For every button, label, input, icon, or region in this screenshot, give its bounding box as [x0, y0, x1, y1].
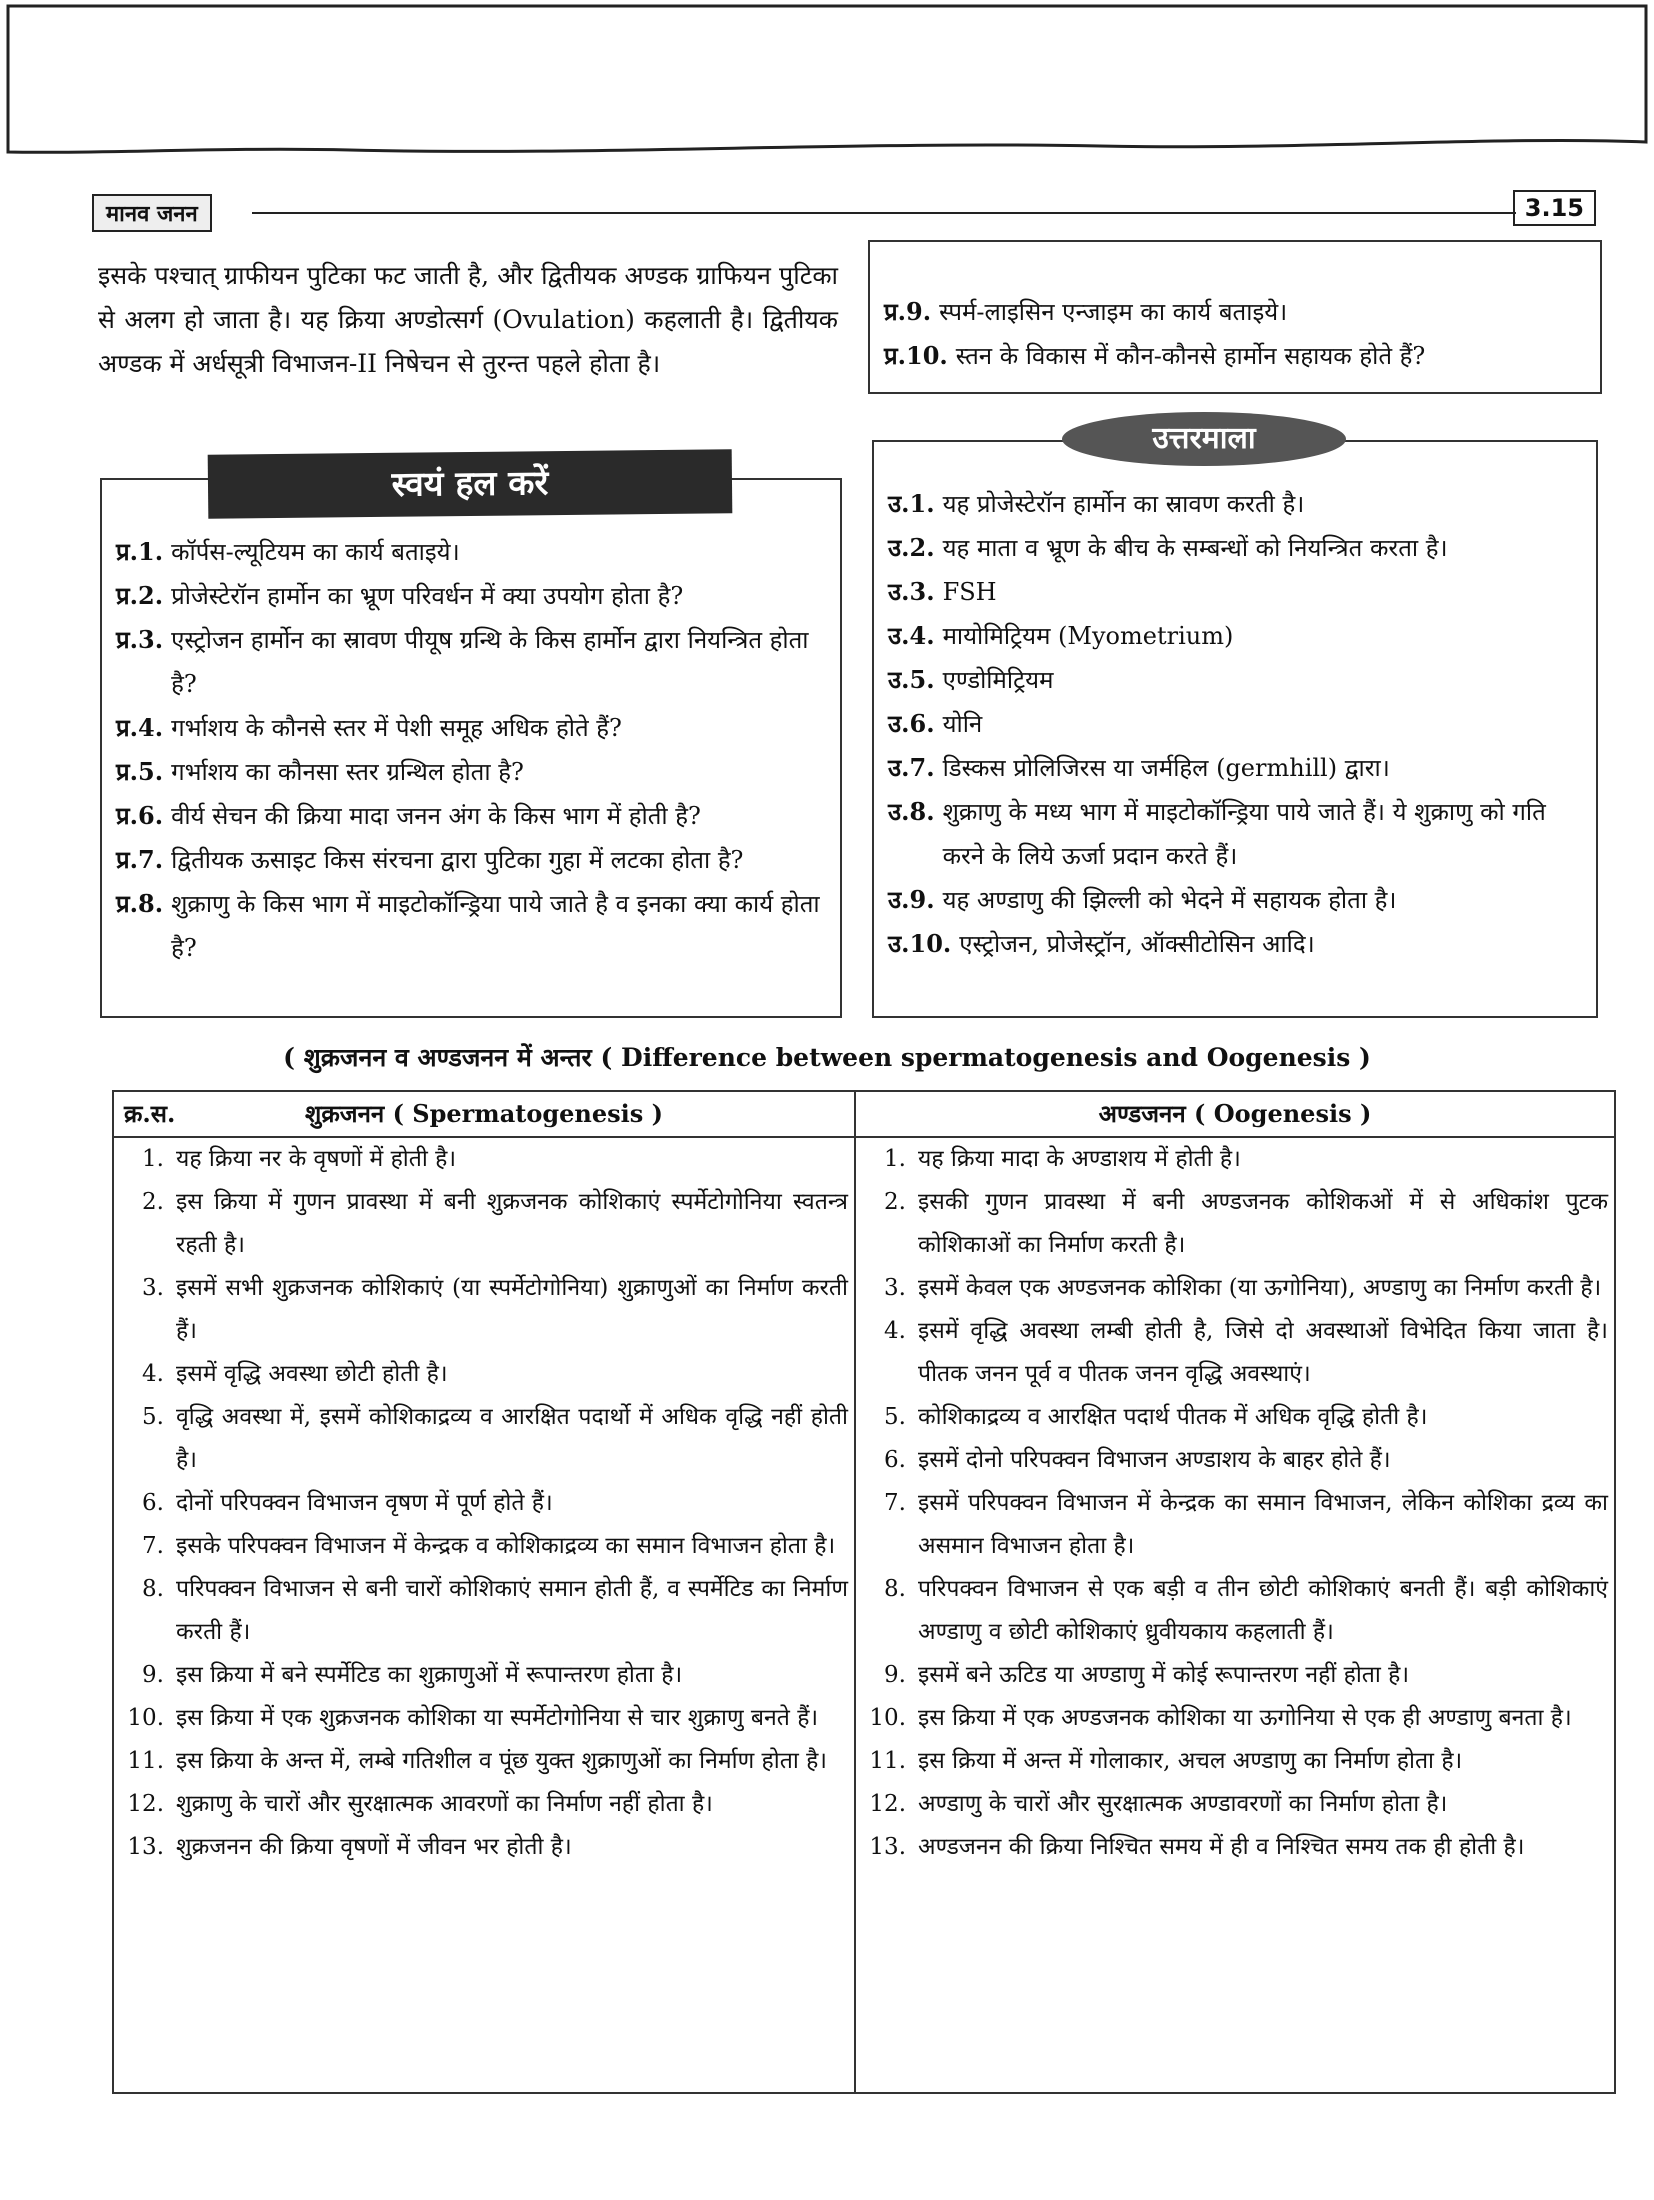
question-item-number: प्र.9.	[884, 297, 932, 326]
question-item	[884, 334, 1588, 378]
row-text: इसमें परिपक्वन विभाजन में केन्द्रक का समान विभाजन, लेकिन कोशिका द्रव्य का असमान विभाजन होता है।	[918, 1490, 1608, 1559]
spermatogenesis-rows	[114, 1138, 854, 1869]
answer-item	[888, 526, 1586, 570]
question-item-text: स्तन के विकास में कौन-कौनसे हार्मोन सहायक होते हैं?	[955, 342, 1426, 370]
answer-item	[888, 922, 1586, 966]
section-label: मानव जनन	[92, 194, 212, 232]
question-item	[884, 290, 1588, 334]
table-row	[114, 1740, 848, 1783]
table-row	[856, 1310, 1608, 1396]
row-text: इसमें बने ऊटिड या अण्डाणु में कोई रूपान्तरण नहीं होता है।	[918, 1662, 1410, 1688]
intro-paragraph: इसके पश्चात् ग्राफीयन पुटिका फट जाती है, और द्वितीयक अण्डक ग्राफियन पुटिका से अलग हो जाता है। यह क्रिया अण्डोत्सर्ग (Ovulation) कहलाती है। द्वितीयक अण्डक में अर्धसूत्री विभाजन-II निषेचन से तुरन्त पहले होता है।	[98, 261, 838, 378]
row-text: इसमें सभी शुक्रजनक कोशिकाएं (या स्पर्मेटोगोनिया) शुक्राणुओं का निर्माण करती हैं।	[176, 1275, 848, 1344]
spermatogenesis-column	[114, 1092, 856, 2092]
row-number: 4.	[142, 1361, 164, 1387]
oogenesis-rows	[856, 1138, 1614, 1869]
row-number: 3.	[884, 1275, 906, 1301]
question-item-text: स्पर्म-लाइसिन एन्जाइम का कार्य बताइये।	[939, 298, 1288, 326]
answer-item	[888, 614, 1586, 658]
row-number: 11.	[869, 1748, 906, 1774]
table-row	[856, 1138, 1608, 1181]
table-row	[856, 1740, 1608, 1783]
table-row	[856, 1482, 1608, 1568]
row-text: परिपक्वन विभाजन से बनी चारों कोशिकाएं समान होती हैं, व स्पर्मेटिड का निर्माण करती हैं।	[176, 1576, 848, 1645]
spermatogenesis-header	[114, 1092, 854, 1138]
answer-item-text: मायोमिट्रियम (Myometrium)	[942, 622, 1234, 650]
oogenesis-title: अण्डजनन ( Oogenesis )	[1098, 1099, 1372, 1128]
row-text: कोशिकाद्रव्य व आरक्षित पदार्थ पीतक में अधिक वृद्धि होती है।	[918, 1404, 1428, 1430]
question-item-text: प्रोजेस्टेरॉन हार्मोन का भ्रूण परिवर्धन में क्या उपयोग होता है?	[171, 582, 684, 610]
question-item-number: प्र.2.	[116, 581, 164, 610]
row-number: 5.	[884, 1404, 906, 1430]
row-text: इसमें वृद्धि अवस्था लम्बी होती है, जिसे दो अवस्थाओं विभेदित किया जाता है। पीतक जनन पूर्व व पीतक जनन वृद्धि अवस्थाएं।	[918, 1318, 1608, 1387]
oogenesis-header	[856, 1092, 1614, 1138]
row-number: 5.	[142, 1404, 164, 1430]
row-text: परिपक्वन विभाजन से एक बड़ी व तीन छोटी कोशिकाएं बनती हैं। बड़ी कोशिकाएं अण्डाणु व छोटी कोशिकाएं ध्रुवीयकाय कहलाती हैं।	[918, 1576, 1608, 1645]
answer-item-number: उ.4.	[888, 621, 935, 650]
question-item-number: प्र.10.	[884, 341, 948, 370]
row-text: इस क्रिया में एक अण्डजनक कोशिका या ऊगोनिया से एक ही अण्डाणु बनता है।	[918, 1705, 1572, 1731]
answer-item-number: उ.2.	[888, 533, 935, 562]
answer-item	[888, 790, 1586, 878]
answer-item	[888, 482, 1586, 526]
table-row	[856, 1783, 1608, 1826]
row-number: 2.	[884, 1189, 906, 1215]
row-text: इस क्रिया में गुणन प्रावस्था में बनी शुक्रजनक कोशिकाएं स्पर्मेटोगोनिया स्वतन्त्र रहती है।	[176, 1189, 848, 1258]
table-row	[114, 1353, 848, 1396]
answer-item	[888, 702, 1586, 746]
table-row	[856, 1396, 1608, 1439]
row-text: इसके परिपक्वन विभाजन में केन्द्रक व कोशिकाद्रव्य का समान विभाजन होता है।	[176, 1533, 836, 1559]
question-item-number: प्र.4.	[116, 713, 164, 742]
difference-title: ( शुक्रजनन व अण्डजनन में अन्तर ( Difference between spermatogenesis and Oogenesis )	[283, 1043, 1371, 1072]
table-row	[856, 1267, 1608, 1310]
row-text: वृद्धि अवस्था में, इसमें कोशिकाद्रव्य व आरक्षित पदार्थो में अधिक वृद्धि नहीं होती है।	[176, 1404, 848, 1473]
page-top-edge	[0, 0, 1654, 160]
answer-item	[888, 878, 1586, 922]
table-row	[114, 1654, 848, 1697]
row-number: 9.	[142, 1662, 164, 1688]
table-row	[114, 1697, 848, 1740]
answer-item-text: एस्ट्रोजन, प्रोजेस्ट्रॉन, ऑक्सीटोसिन आदि।	[959, 930, 1315, 958]
row-number: 3.	[142, 1275, 164, 1301]
spermatogenesis-title: शुक्रजनन ( Spermatogenesis )	[305, 1099, 663, 1128]
row-text: इस क्रिया के अन्त में, लम्बे गतिशील व पूंछ युक्त शुक्राणुओं का निर्माण होता है।	[176, 1748, 828, 1774]
table-row	[114, 1267, 848, 1353]
questions-box	[868, 240, 1602, 394]
answer-item-text: FSH	[942, 578, 997, 606]
row-number: 4.	[884, 1318, 906, 1344]
question-item	[116, 618, 826, 706]
table-row	[856, 1654, 1608, 1697]
row-number: 1.	[884, 1146, 906, 1172]
page-number: 3.15	[1513, 190, 1596, 226]
question-item-text: शुक्राणु के किस भाग में माइटोकॉन्ड्रिया पाये जाते है व इनका क्या कार्य होता है?	[171, 890, 820, 962]
table-row	[856, 1568, 1608, 1654]
answer-item-text: डिस्कस प्रोलिजिरस या जर्महिल (germhill) द्वारा।	[942, 754, 1390, 782]
row-number: 2.	[142, 1189, 164, 1215]
question-item	[116, 794, 826, 838]
question-item-text: एस्ट्रोजन हार्मोन का स्रावण पीयूष ग्रन्थि के किस हार्मोन द्वारा नियन्त्रित होता है?	[171, 626, 809, 698]
row-text: इसमें दोनो परिपक्वन विभाजन अण्डाशय के बाहर होते हैं।	[918, 1447, 1391, 1473]
row-text: शुक्राणु के चारों और सुरक्षात्मक आवरणों का निर्माण नहीं होता है।	[176, 1791, 713, 1817]
row-number: 6.	[884, 1447, 906, 1473]
row-number: 8.	[884, 1576, 906, 1602]
table-row	[114, 1783, 848, 1826]
answer-list	[888, 482, 1586, 966]
row-number: 6.	[142, 1490, 164, 1516]
self-solve-box	[100, 478, 842, 1018]
row-text: इसमें केवल एक अण्डजनक कोशिका (या ऊगोनिया), अण्डाणु का निर्माण करती है।	[918, 1275, 1602, 1301]
row-number: 7.	[884, 1490, 906, 1516]
table-row	[114, 1482, 848, 1525]
answer-item-text: एण्डोमिट्रियम	[942, 666, 1054, 694]
table-row	[114, 1396, 848, 1482]
row-number: 12.	[869, 1791, 906, 1817]
answer-item-number: उ.8.	[888, 797, 935, 826]
question-item-text: वीर्य सेचन की क्रिया मादा जनन अंग के किस भाग में होती है?	[171, 802, 701, 830]
question-item-number: प्र.3.	[116, 625, 164, 654]
answer-item-text: योनि	[942, 710, 983, 738]
answer-item-text: शुक्राणु के मध्य भाग में माइटोकॉन्ड्रिया पाये जाते हैं। ये शुक्राणु को गति करने के लिये ऊर्जा प्रदान करते हैं।	[942, 798, 1546, 870]
row-text: शुक्रजनन की क्रिया वृषणों में जीवन भर होती है।	[176, 1834, 572, 1860]
answers-box	[872, 440, 1598, 1018]
row-text: अण्डाणु के चारों और सुरक्षात्मक अण्डावरणों का निर्माण होता है।	[918, 1791, 1448, 1817]
row-text: दोनों परिपक्वन विभाजन वृषण में पूर्ण होते हैं।	[176, 1490, 553, 1516]
page-header	[92, 190, 1596, 230]
question-item-text: कॉर्पस-ल्यूटियम का कार्य बताइये।	[171, 538, 460, 566]
header-rule	[252, 212, 1516, 214]
table-row	[114, 1568, 848, 1654]
question-item	[116, 838, 826, 882]
answer-item	[888, 746, 1586, 790]
row-text: इस क्रिया में अन्त में गोलाकार, अचल अण्डाणु का निर्माण होता है।	[918, 1748, 1463, 1774]
row-number: 10.	[869, 1705, 906, 1731]
table-row	[114, 1181, 848, 1267]
difference-table	[112, 1090, 1616, 2094]
question-item	[116, 574, 826, 618]
row-number: 12.	[127, 1791, 164, 1817]
question-item	[116, 750, 826, 794]
answer-item-number: उ.5.	[888, 665, 935, 694]
row-text: इस क्रिया में एक शुक्रजनक कोशिका या स्पर्मेटोगोनिया से चार शुक्राणु बनते हैं।	[176, 1705, 819, 1731]
oogenesis-column	[856, 1092, 1614, 2092]
row-text: इस क्रिया में बने स्पर्मेटिड का शुक्राणुओं में रूपान्तरण होता है।	[176, 1662, 683, 1688]
table-row	[856, 1181, 1608, 1267]
row-number: 13.	[127, 1834, 164, 1860]
self-solve-banner: स्वयं हल करें	[208, 449, 733, 518]
answer-item-number: उ.6.	[888, 709, 935, 738]
row-number: 9.	[884, 1662, 906, 1688]
question-item-text: गर्भाशय का कौनसा स्तर ग्रन्थिल होता है?	[171, 758, 524, 786]
table-row	[856, 1439, 1608, 1482]
answer-item	[888, 658, 1586, 702]
question-item-text: द्वितीयक ऊसाइट किस संरचना द्वारा पुटिका गुहा में लटका होता है?	[171, 846, 744, 874]
table-row	[114, 1525, 848, 1568]
answer-item-text: यह माता व भ्रूण के बीच के सम्बन्धों को नियन्त्रित करता है।	[942, 534, 1448, 562]
question-item-text: गर्भाशय के कौनसे स्तर में पेशी समूह अधिक होते हैं?	[171, 714, 622, 742]
row-number: 1.	[142, 1146, 164, 1172]
more-questions-list	[884, 290, 1588, 378]
row-number: 7.	[142, 1533, 164, 1559]
answer-item-number: उ.9.	[888, 885, 935, 914]
question-item-number: प्र.6.	[116, 801, 164, 830]
row-number: 13.	[869, 1834, 906, 1860]
row-text: अण्डजनन की क्रिया निश्चित समय में ही व निश्चित समय तक ही होती है।	[918, 1834, 1525, 1860]
question-item	[116, 706, 826, 750]
table-row	[856, 1826, 1608, 1869]
table-row	[856, 1697, 1608, 1740]
row-text: यह क्रिया मादा के अण्डाशय में होती है।	[918, 1146, 1241, 1172]
answer-item-text: यह अण्डाणु की झिल्ली को भेदने में सहायक होता है।	[942, 886, 1397, 914]
row-text: इसमें वृद्धि अवस्था छोटी होती है।	[176, 1361, 448, 1387]
question-item-number: प्र.8.	[116, 889, 164, 918]
row-text: यह क्रिया नर के वृषणों में होती है।	[176, 1146, 457, 1172]
answer-item-number: उ.10.	[888, 929, 952, 958]
answer-item-text: यह प्रोजेस्टेरॉन हार्मोन का स्रावण करती है।	[942, 490, 1305, 518]
answer-item-number: उ.7.	[888, 753, 935, 782]
row-number: 10.	[127, 1705, 164, 1731]
answer-item-number: उ.1.	[888, 489, 935, 518]
row-number: 8.	[142, 1576, 164, 1602]
answers-banner: उत्तरमाला	[1062, 412, 1346, 466]
row-text: इसकी गुणन प्रावस्था में बनी अण्डजनक कोशिकओं में से अधिकांश पुटक कोशिकाओं का निर्माण करती है।	[918, 1189, 1608, 1258]
question-item-number: प्र.5.	[116, 757, 164, 786]
self-solve-list	[116, 530, 826, 970]
answer-item-number: उ.3.	[888, 577, 935, 606]
question-item	[116, 530, 826, 574]
serial-number-label: क्र.स.	[124, 1099, 176, 1128]
question-item-number: प्र.1.	[116, 537, 164, 566]
table-row	[114, 1138, 848, 1181]
table-row	[114, 1826, 848, 1869]
row-number: 11.	[127, 1748, 164, 1774]
question-item-number: प्र.7.	[116, 845, 164, 874]
question-item	[116, 882, 826, 970]
answer-item	[888, 570, 1586, 614]
